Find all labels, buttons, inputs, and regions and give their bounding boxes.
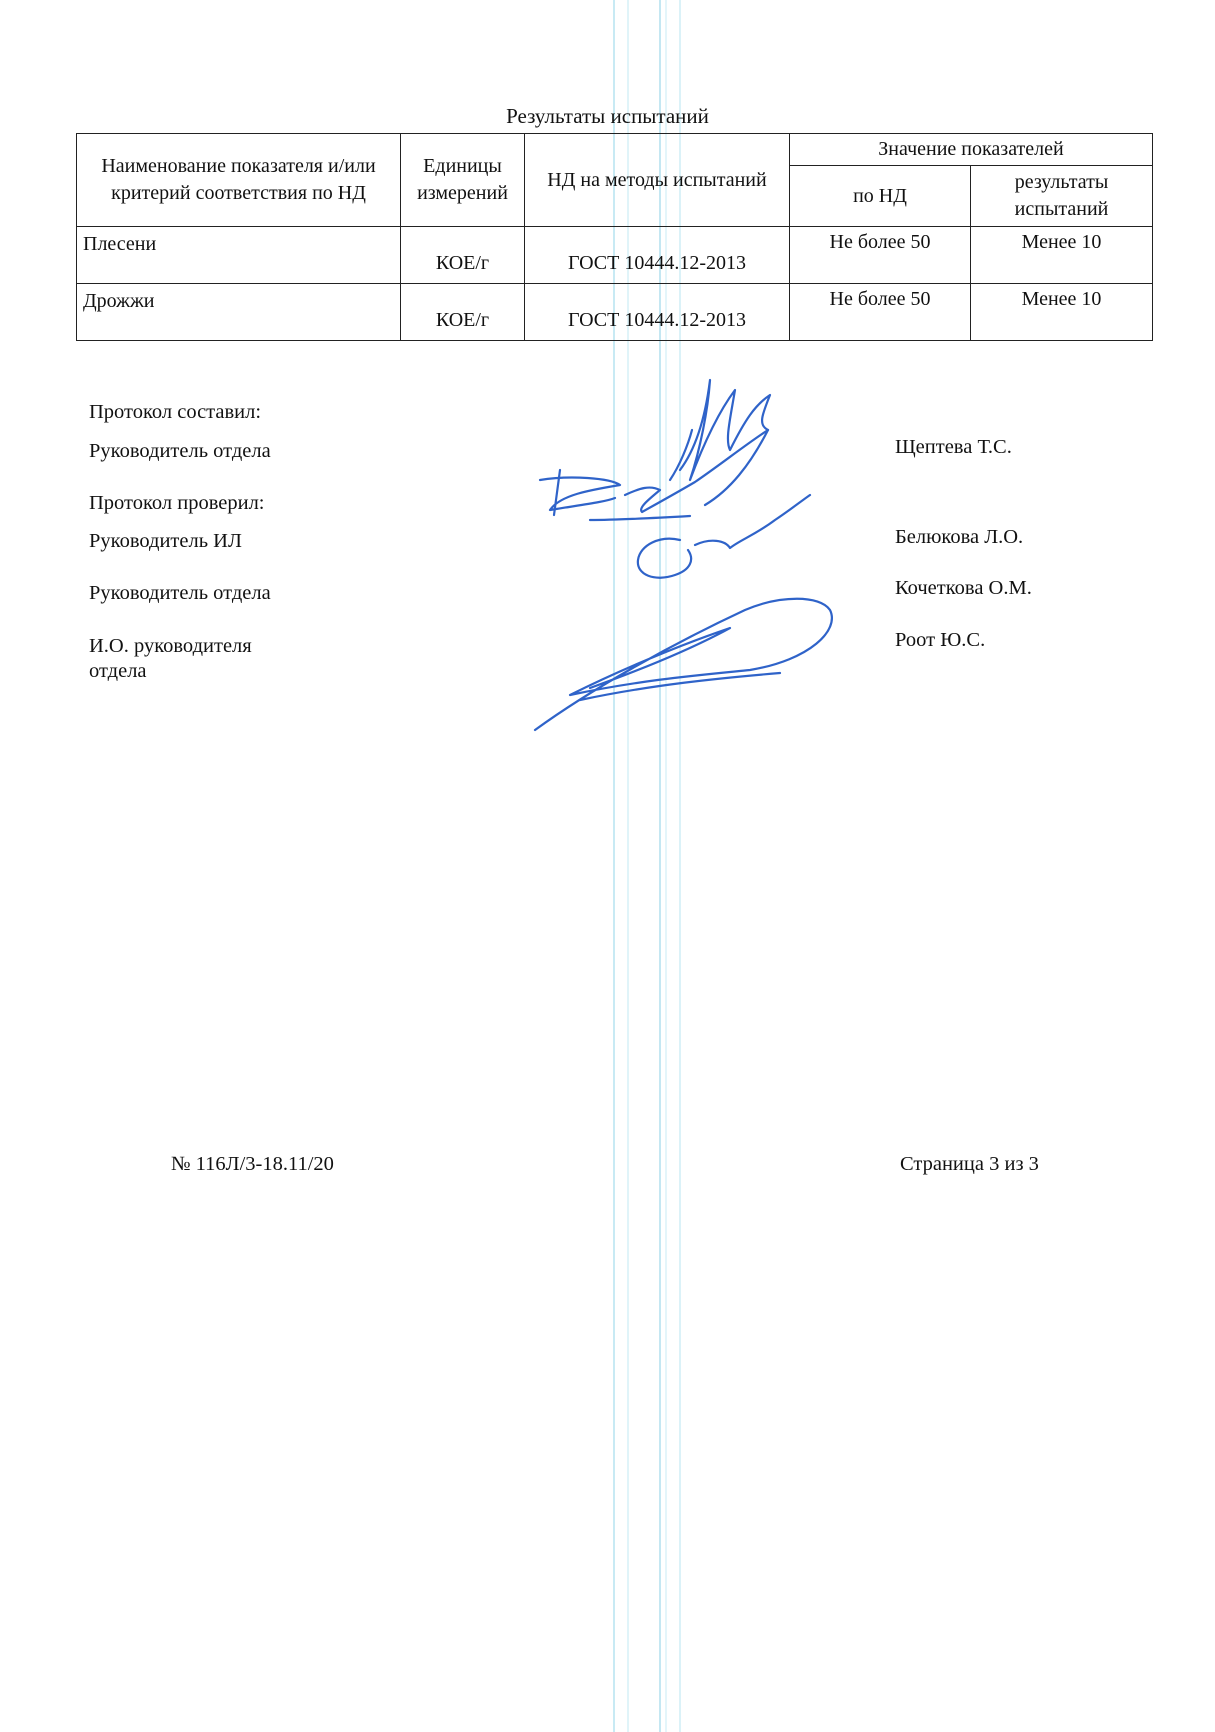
- compiled-role: Руководитель отдела: [89, 440, 271, 462]
- signature-3: [638, 495, 810, 578]
- cell-method: ГОСТ 10444.12-2013: [525, 227, 790, 284]
- checked-role: Руководитель ИЛ: [89, 530, 242, 552]
- table-row: [77, 227, 1153, 284]
- signature-1: [680, 380, 770, 480]
- acting-role-line1: И.О. руководителя: [89, 635, 252, 657]
- cell-units: КОЕ/г: [401, 227, 525, 284]
- checked-name: Белюкова Л.О.: [895, 526, 1024, 548]
- cell-result: Менее 10: [971, 284, 1153, 341]
- cell-indicator: Дрожжи: [77, 284, 401, 341]
- cell-norm: Не более 50: [790, 284, 971, 341]
- handwritten-signatures: [530, 370, 870, 740]
- dept-role: Руководитель отдела: [89, 582, 271, 604]
- document-title: Результаты испытаний: [506, 104, 709, 128]
- table-row: [77, 284, 1153, 341]
- compiled-heading: Протокол составил:: [89, 401, 262, 423]
- acting-name: Роот Ю.С.: [895, 629, 986, 651]
- cell-norm: Не более 50: [790, 227, 971, 284]
- cell-indicator: Плесени: [77, 227, 401, 284]
- dept-name: Кочеткова О.М.: [895, 577, 1032, 599]
- signature-4: [535, 599, 832, 730]
- compiled-name: Щептева Т.С.: [895, 436, 1012, 458]
- acting-role-line2: отдела: [89, 660, 147, 682]
- header-indicator: Наименование показателя и/или критерий соответствия по НД: [77, 134, 401, 227]
- header-norm: по НД: [790, 166, 971, 227]
- cell-units: КОЕ/г: [401, 284, 525, 341]
- page-number: Страница 3 из 3: [900, 1153, 1039, 1175]
- protocol-number: № 116Л/3-18.11/20: [171, 1153, 334, 1175]
- cell-result: Менее 10: [971, 227, 1153, 284]
- header-units: Единицы измерений: [401, 134, 525, 227]
- header-method: НД на методы испытаний: [525, 134, 790, 227]
- header-values-group: Значение показателей: [790, 134, 1153, 166]
- header-result: результаты испытаний: [971, 166, 1153, 227]
- checked-heading: Протокол проверил:: [89, 492, 265, 514]
- results-table: [76, 133, 1153, 341]
- cell-method: ГОСТ 10444.12-2013: [525, 284, 790, 341]
